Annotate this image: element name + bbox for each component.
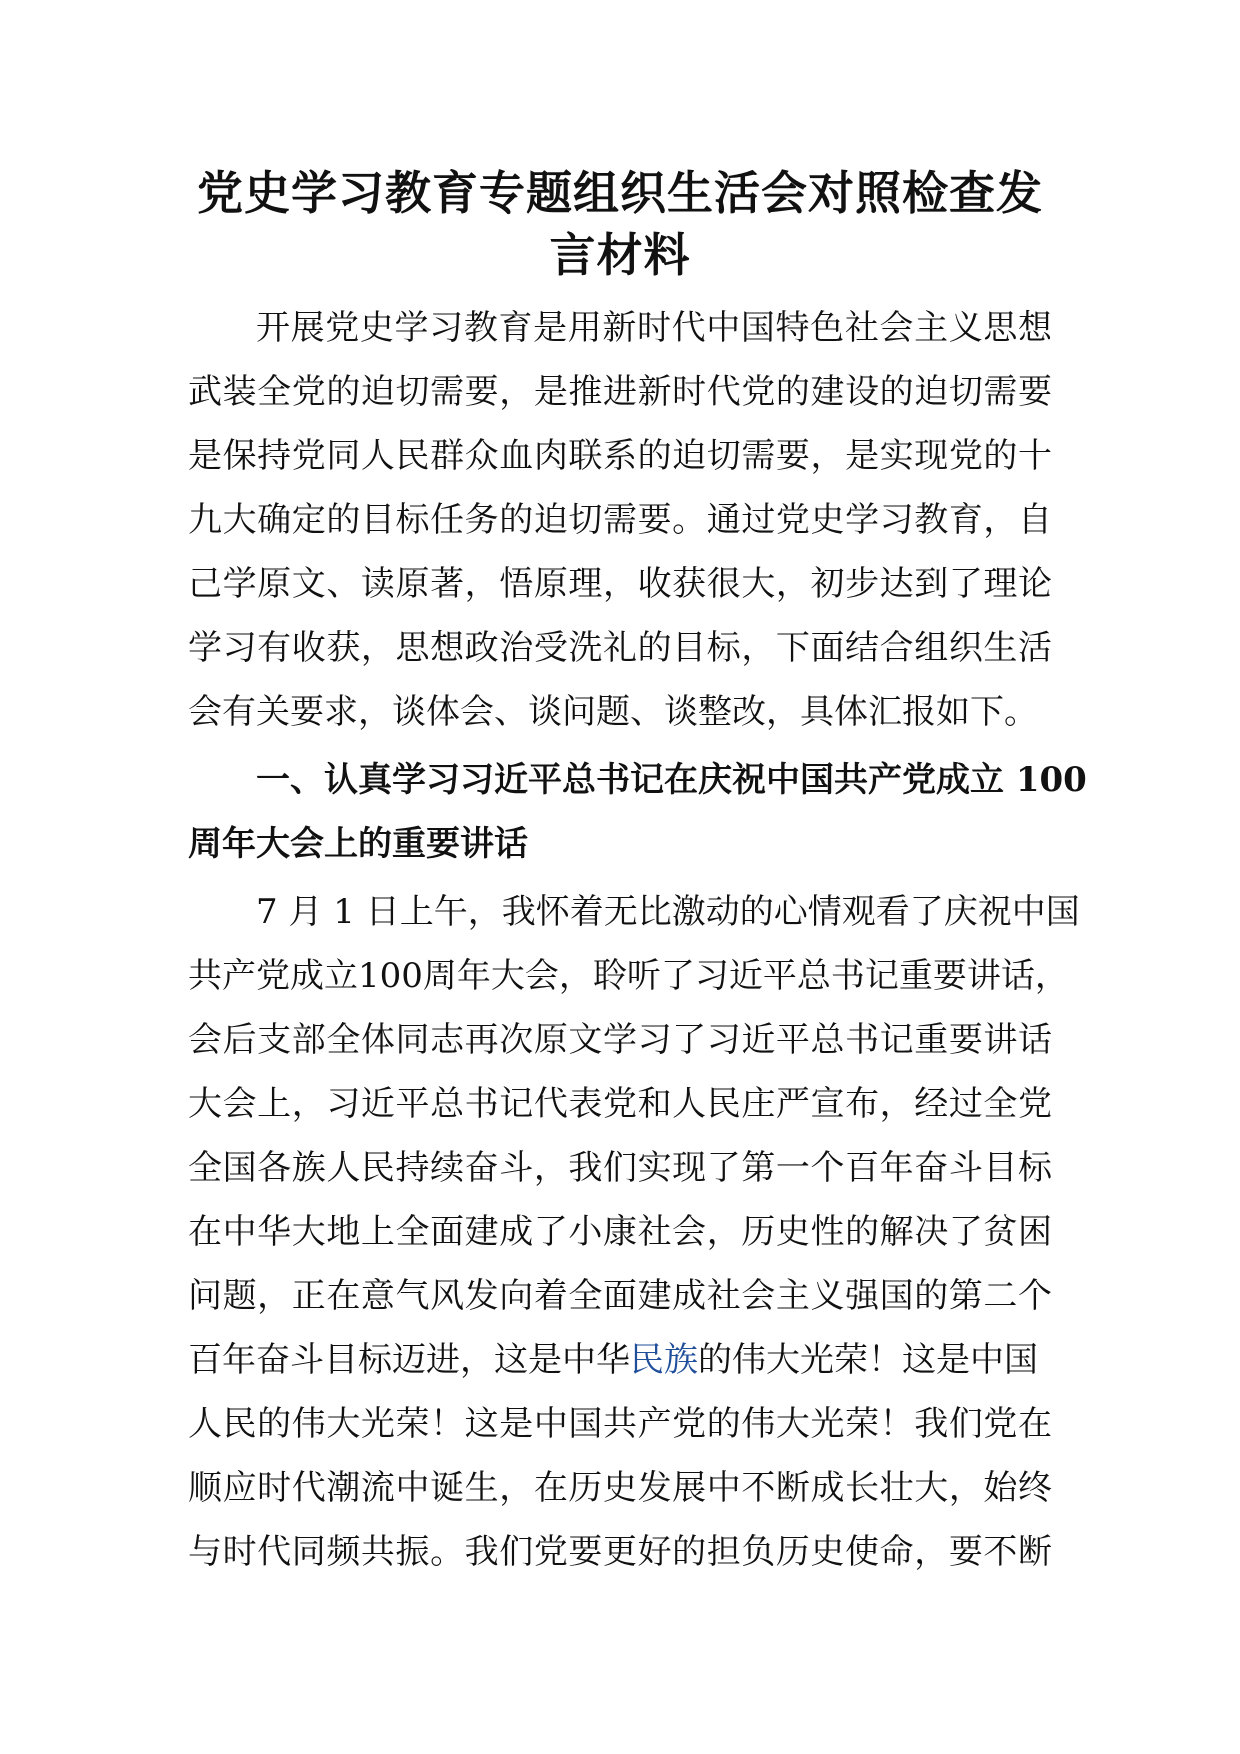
paragraph-2-line-2-c: 周年大会，聆听了习近平总书记重要讲话， bbox=[422, 956, 1069, 996]
anniversary-number: 100 bbox=[358, 956, 423, 996]
paragraph-1-line-3: 是保持党同人民群众血肉联系的迫切需要，是实现党的十 bbox=[188, 436, 1052, 476]
paragraph-2-line-2-a: 共产党成立 bbox=[188, 956, 358, 996]
paragraph-1-line-1: 开展党史学习教育是用新时代中国特色社会主义思想 bbox=[256, 308, 1052, 348]
paragraph-2-line-10: 顺应时代潮流中诞生，在历史发展中不断成长壮大，始终 bbox=[188, 1468, 1052, 1508]
paragraph-2-line-2 bbox=[188, 944, 1069, 1008]
day-number: 1 bbox=[333, 892, 355, 932]
paragraph-1-line-5: 己学原文、读原著，悟原理，收获很大，初步达到了理论 bbox=[188, 564, 1052, 604]
paragraph-2-line-3: 会后支部全体同志再次原文学习了习近平总书记重要讲话 bbox=[188, 1020, 1052, 1060]
nation-link[interactable]: 民族 bbox=[630, 1340, 698, 1380]
title-line-2: 言材料 bbox=[549, 228, 691, 282]
paragraph-2-line-8 bbox=[188, 1328, 1038, 1392]
section-heading-1-text: 一、认真学习习近平总书记在庆祝中国共产党成立 bbox=[256, 760, 1004, 800]
paragraph-2-line-1 bbox=[256, 880, 1080, 944]
month-label: 月 bbox=[288, 892, 323, 932]
paragraph-2-line-9: 人民的伟大光荣！这是中国共产党的伟大光荣！我们党在 bbox=[188, 1404, 1052, 1444]
paragraph-1-line-7: 会有关要求，谈体会、谈问题、谈整改，具体汇报如下。 bbox=[188, 692, 1038, 732]
paragraph-2-line-4: 大会上，习近平总书记代表党和人民庄严宣布，经过全党 bbox=[188, 1084, 1052, 1124]
paragraph-2-line-11: 与时代同频共振。我们党要更好的担负历史使命，要不断 bbox=[188, 1532, 1052, 1572]
section-heading-1-line-2: 周年大会上的重要讲话 bbox=[188, 824, 528, 864]
paragraph-2-line-8-b: 的伟大光荣！这是中国 bbox=[698, 1340, 1038, 1380]
paragraph-2-line-1-text: 日上午，我怀着无比激动的心情观看了庆祝中国 bbox=[365, 892, 1080, 932]
paragraph-1-line-4: 九大确定的目标任务的迫切需要。通过党史学习教育，自 bbox=[188, 500, 1052, 540]
paragraph-1-line-2: 武装全党的迫切需要，是推进新时代党的建设的迫切需要 bbox=[188, 372, 1052, 412]
month-number: 7 bbox=[256, 892, 278, 932]
section-heading-1-line-1 bbox=[256, 748, 1087, 812]
paragraph-1-line-6: 学习有收获，思想政治受洗礼的目标，下面结合组织生活 bbox=[188, 628, 1052, 668]
paragraph-2-line-5: 全国各族人民持续奋斗，我们实现了第一个百年奋斗目标 bbox=[188, 1148, 1052, 1188]
title-line-1: 党史学习教育专题组织生活会对照检查发 bbox=[197, 166, 1043, 220]
paragraph-2-line-7: 问题，正在意气风发向着全面建成社会主义强国的第二个 bbox=[188, 1276, 1052, 1316]
document-title bbox=[190, 162, 1050, 286]
paragraph-2-line-6: 在中华大地上全面建成了小康社会，历史性的解决了贫困 bbox=[188, 1212, 1052, 1252]
paragraph-2-line-8-a: 百年奋斗目标迈进，这是中华 bbox=[188, 1340, 630, 1380]
section-heading-1-number: 100 bbox=[1015, 760, 1087, 800]
